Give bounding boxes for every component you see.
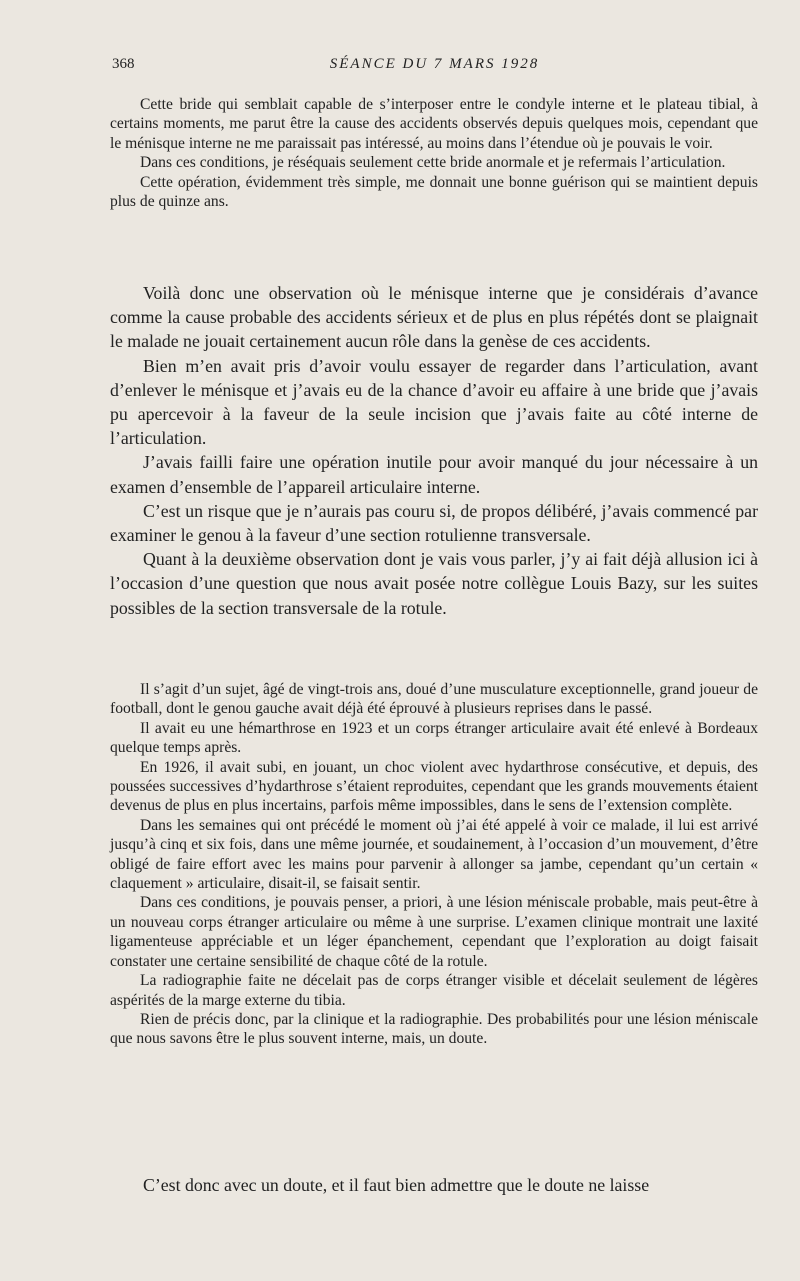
paragraph: La radiographie faite ne décelait pas de corps étranger visible et décelait seulement de légères aspérités de la marge externe du tibia. [110, 972, 758, 1009]
paragraph: En 1926, il avait subi, en jouant, un choc violent avec hydarthrose consécutive, et depuis, des poussées successives d’hydarthrose s’étaient reproduites, cependant que les grands mouvements étaient devenus de plus en plus incertains, parfois même impossibles, dans le sens de l’extension complète. [110, 758, 758, 815]
page-number: 368 [112, 56, 135, 72]
paragraph: Il s’agit d’un sujet, âgé de vingt-trois ans, doué d’une musculature exceptionnelle, grand joueur de football, dont le genou gauche avait déjà été éprouvé à plusieurs reprises dans le passé. [110, 681, 758, 718]
paragraph: C’est donc avec un doute, et il faut bien admettre que le doute ne laisse [143, 1175, 650, 1195]
text-block-large-1 [110, 281, 758, 620]
page-header [112, 56, 757, 78]
paragraph: C’est un risque que je n’aurais pas couru si, de propos délibéré, j’avais commencé par examiner le genou à la faveur d’une section rotulienne transversale. [110, 500, 758, 546]
paragraph: Rien de précis donc, par la clinique et la radiographie. Des probabilités pour une lésion méniscale que nous savons être le plus souvent interne, mais, un doute. [110, 1010, 758, 1048]
paragraph: J’avais failli faire une opération inutile pour avoir manqué du jour nécessaire à un examen d’ensemble de l’appareil articulaire interne. [110, 452, 758, 497]
paragraph: Cette opération, évidemment très simple, me donnait une bonne guérison qui se maintient depuis plus de quinze ans. [110, 173, 758, 211]
text-block-small-1 [110, 95, 758, 211]
paragraph: Voilà donc une observation où le ménisque interne que je considérais d’avance comme la cause probable des accidents sérieux et de plus en plus répétés dont se plaignait le malade ne jouait certainement aucun rôle dans la genèse de ces accidents. [110, 283, 758, 352]
paragraph: Dans les semaines qui ont précédé le moment où j’ai été appelé à voir ce malade, il lui est arrivé jusqu’à cinq et six fois, dans une même journée, et soudainement, à l’occasion d’un mouvement, d’être obligé de faire effort avec les mains pour parvenir à allonger sa jambe, cependant qu’un certain « claquement » articulaire, disait-il, se faisait sentir. [110, 816, 758, 893]
text-block-small-2 [110, 680, 758, 1049]
running-title: SÉANCE DU 7 MARS 1928 [329, 56, 540, 72]
paragraph: Quant à la deuxième observation dont je vais vous parler, j’y ai fait déjà allusion ici à l’occasion d’une question que nous avait posée notre collègue Louis Bazy, sur les suites possibles de la section transversale de la rotule. [110, 549, 758, 618]
paragraph: Dans ces conditions, je pouvais penser, a priori, à une lésion méniscale probable, mais peut-être à un nouveau corps étranger articulaire ou même à une surprise. L’examen clinique montrait une laxité ligamenteuse appréciable et un léger épanchement, cependant que l’exploration au doigt faisait constater une certaine sensibilité de chaque côté de la rotule. [110, 894, 758, 970]
paragraph: Il avait eu une hémarthrose en 1923 et un corps étranger articulaire avait été enlevé à Bordeaux quelque temps après. [110, 719, 758, 757]
paragraph: Cette bride qui semblait capable de s’interposer entre le condyle interne et le plateau tibial, à certains moments, me parut être la cause des accidents observés depuis quelques mois, cependant que le ménisque interne ne me paraissait pas intéressé, au moins dans l’étendue où je pouvais le voir. [110, 96, 758, 152]
paragraph: Dans ces conditions, je réséquais seulement cette bride anormale et je refermais l’articulation. [140, 154, 726, 172]
text-block-large-2 [110, 1173, 758, 1197]
paragraph: Bien m’en avait pris d’avoir voulu essayer de regarder dans l’articulation, avant d’enlever le ménisque et j’avais eu de la chance d’avoir eu affaire à une bride que j’avais pu apercevoir à la faveur de la seule incision que j’avais faite au côté interne de l’articulation. [110, 355, 758, 449]
